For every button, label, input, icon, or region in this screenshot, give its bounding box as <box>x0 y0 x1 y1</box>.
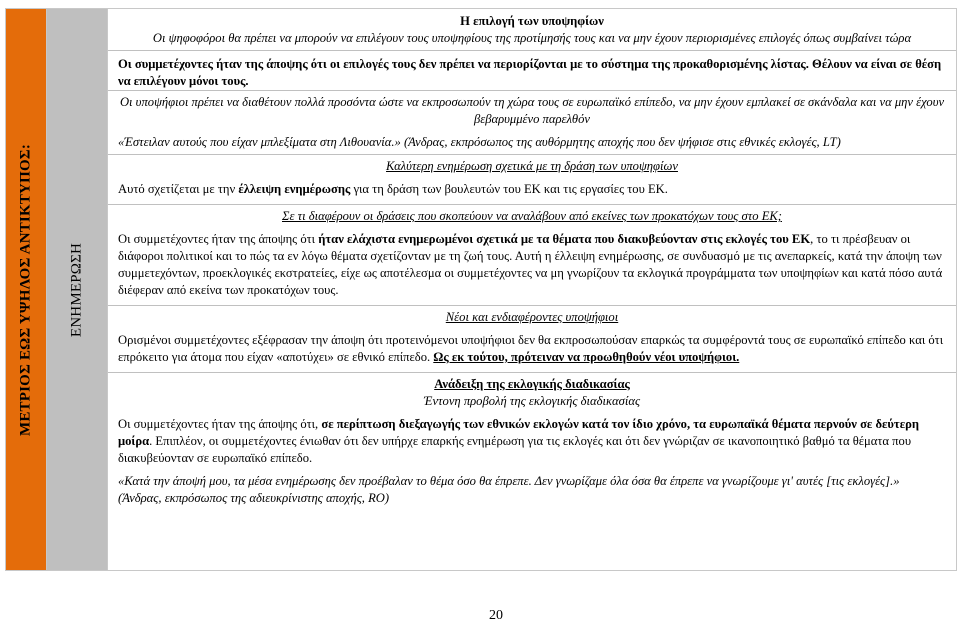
finding-paragraph-lists: Οι συμμετέχοντες ήταν της άποψης ότι οι επιλογές τους δεν πρέπει να περιορίζονται με το σύστημα της προκαθορισμένης λίστας. Θέλουν να είναι σε θέση να επιλέγουν μόνοι τους. <box>118 57 942 88</box>
section-title-electoral-process: Ανάδειξη της εκλογικής διαδικασίας <box>434 377 630 391</box>
divider <box>108 154 956 155</box>
section-subtitle-candidate-choice: Οι ψηφοφόροι θα πρέπει να μπορούν να επιλέγουν τους υποψηφίους της προτίμησής τους και να μην έχουν περιορισμένες επιλογές όπως συμβαίνει τώρα <box>152 31 912 45</box>
category-cell <box>47 9 108 571</box>
finding-paragraph-electoral-process: Οι συμμετέχοντες ήταν της άποψης ότι, σε περίπτωση διεξαγωγής των εθνικών εκλογών κατά τον ίδιο χρόνο, τα ευρωπαϊκά θέματα περνούν σε δεύτερη μοίρα. Επιπλέον, οι συμμετέχοντες ένιωθαν ότι δεν υπήρχε επαρκής ενημέρωση για τις εκλογές και ότι δεν γνώριζαν σε ικανοποιητικό βαθμό τα θέματα που διακυβεύονταν σε ευρωπαϊκό επίπεδο. <box>118 417 919 465</box>
section-title-candidate-choice: Η επιλογή των υποψηφίων <box>460 14 604 28</box>
participant-quote-ro: «Κατά την άποψή μου, τα μέσα ενημέρωσης δεν προέβαλαν το θέμα όσο θα έπρεπε. Δεν γνωρίζαμε όλα όσα θα έπρεπε να γνωρίζουμε γι' αυτές [τις εκλογές].» (Άνδρας, εκπρόσωπος της αδιευκρίνιστης αποχής, RO) <box>118 474 900 505</box>
finding-paragraph-new-candidates: Ορισμένοι συμμετέχοντες εξέφρασαν την άποψη ότι προτεινόμενοι υποψήφιοι δεν θα εκπροσωπούσαν επαρκώς τα συμφέροντά τους σε ευρωπαϊκό επίπεδο και ότι επρόκειτο για άτομα που είχαν «αποτύχει» σε εθνικό επίπεδο. Ως εκ τούτου, πρότειναν να προωθηθούν νέοι υποψήφιοι. <box>118 333 944 364</box>
category-label: ΕΝΗΜΕΡΩΣΗ <box>68 242 85 337</box>
divider <box>108 305 956 306</box>
section-subtitle-electoral-process: Έντονη προβολή της εκλογικής διαδικασίας <box>423 394 641 408</box>
page-number: 20 <box>489 608 503 623</box>
participant-quote-lt: «Έστειλαν αυτούς που είχαν μπλεξίματα στη Λιθουανία.» (Άνδρας, εκπρόσωπος της αυθόρμητης αποχής που δεν ψήφισε στις εθνικές εκλογές, LT) <box>118 135 841 149</box>
section-title-better-information: Καλύτερη ενημέρωση σχετικά με τη δράση των υποψηφίων <box>386 159 678 173</box>
section-title-differences: Σε τι διαφέρουν οι δράσεις που σκοπεύουν να αναλάβουν από εκείνες των προκατόχων τους στο ΕΚ; <box>282 209 782 223</box>
finding-paragraph-information: Αυτό σχετίζεται με την έλλειψη ενημέρωσης για τη δράση των βουλευτών του ΕΚ και τις εργασίες του ΕΚ. <box>118 182 668 196</box>
findings-content-cell <box>108 9 957 571</box>
finding-paragraph-differences: Οι συμμετέχοντες ήταν της άποψης ότι ήταν ελάχιστα ενημερωμένοι σχετικά με τα θέματα που διακυβεύονταν στις εκλογές του ΕΚ, το τι πρέσβευαν οι διάφοροι πολιτικοί και το πώς τα εν λόγω θέματα σχετίζονταν με τη ζωή τους. Αυτή η έλλειψη ενημέρωσης, σε συνδυασμό με τις ανεπαρκείς, κατά την άποψη των συμμετεχόντων, προεκλογικές εκστρατείες, είχε ως αποτέλεσμα οι συμμετέχοντες να μη γνωρίζουν τα εκλογικά προγράμματα των υποψηφίων και κατά πόσο αυτά διέφεραν από εκείνα των προκατόχων τους. <box>118 232 943 297</box>
divider <box>108 90 956 91</box>
impact-level-cell <box>6 9 47 571</box>
impact-level-label: ΜΕΤΡΙΟΣ ΕΩΣ ΥΨΗΛΟΣ ΑΝΤΙΚΤΥΠΟΣ: <box>17 143 34 436</box>
finding-italic-qualifications: Οι υποψήφιοι πρέπει να διαθέτουν πολλά προσόντα ώστε να εκπροσωπούν τη χώρα τους σε ευρωπαϊκό επίπεδο, να μην έχουν εμπλακεί σε σκάνδαλα και να μην έχουν βεβαρυμμένο παρελθόν <box>119 95 945 126</box>
divider <box>108 204 956 205</box>
findings-table <box>5 8 957 571</box>
section-title-new-candidates: Νέοι και ενδιαφέροντες υποψήφιοι <box>445 310 619 324</box>
divider <box>108 372 956 373</box>
divider <box>108 50 956 51</box>
